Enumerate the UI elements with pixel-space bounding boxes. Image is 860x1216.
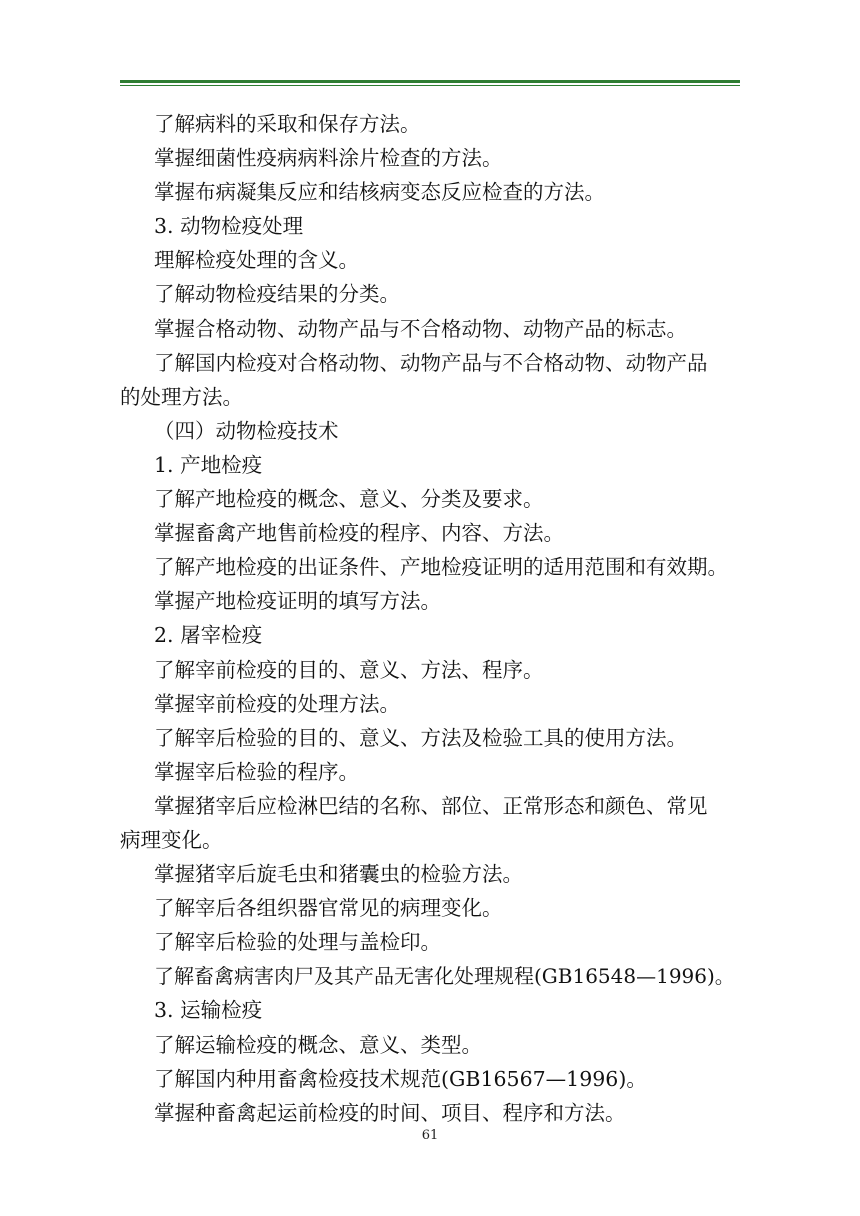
text-line: 掌握细菌性疫病病料涂片检查的方法。 [154,146,503,171]
subsection-heading: 2. 屠宰检疫 [154,623,263,648]
text-line: 掌握宰前检疫的处理方法。 [154,691,400,716]
text-line: 了解宰前检疫的目的、意义、方法、程序。 [154,657,544,682]
text-line: 掌握畜禽产地售前检疫的程序、内容、方法。 [154,521,564,546]
text-line-continuation: 的处理方法。 [120,384,243,409]
section-heading: （四）动物检疫技术 [154,418,339,443]
text-line: 掌握猪宰后应检淋巴结的名称、部位、正常形态和颜色、常见 [154,793,708,818]
text-line: 掌握猪宰后旋毛虫和猪囊虫的检验方法。 [154,862,523,887]
text-line: 了解宰后各组织器官常见的病理变化。 [154,896,503,921]
text-line: 了解宰后检验的处理与盖检印。 [154,930,441,955]
subsection-heading: 1. 产地检疫 [154,452,263,477]
text-line: 了解畜禽病害肉尸及其产品无害化处理规程(GB16548—1996)。 [154,964,735,989]
text-line: 了解运输检疫的概念、意义、类型。 [154,1032,482,1057]
text-line: 了解病料的采取和保存方法。 [154,112,421,136]
header-rule-thick [120,80,740,83]
header-rule [120,80,740,86]
text-line: 掌握种畜禽起运前检疫的时间、项目、程序和方法。 [154,1100,626,1125]
text-line: 了解产地检疫的出证条件、产地检疫证明的适用范围和有效期。 [154,555,728,580]
text-line: 了解国内检疫对合格动物、动物产品与不合格动物、动物产品 [154,350,708,375]
subsection-heading: 3. 运输检疫 [154,998,263,1023]
text-line: 了解国内种用畜禽检疫技术规范(GB16567—1996)。 [154,1066,647,1091]
text-line: 了解产地检疫的概念、意义、分类及要求。 [154,487,544,512]
page-number: 61 [421,1128,439,1143]
text-line-continuation: 病理变化。 [120,827,223,852]
text-line: 了解宰后检验的目的、意义、方法及检验工具的使用方法。 [154,725,687,750]
section-heading: 3. 动物检疫处理 [154,214,304,239]
text-line: 掌握合格动物、动物产品与不合格动物、动物产品的标志。 [154,316,687,341]
text-line: 掌握宰后检验的程序。 [154,759,359,784]
text-line: 理解检疫处理的含义。 [154,248,359,273]
text-line: 掌握产地检疫证明的填写方法。 [154,589,441,614]
document-body [120,107,740,1130]
text-line: 了解动物检疫结果的分类。 [154,282,400,307]
text-line: 掌握布病凝集反应和结核病变态反应检查的方法。 [154,180,605,205]
header-rule-thin [120,85,740,86]
